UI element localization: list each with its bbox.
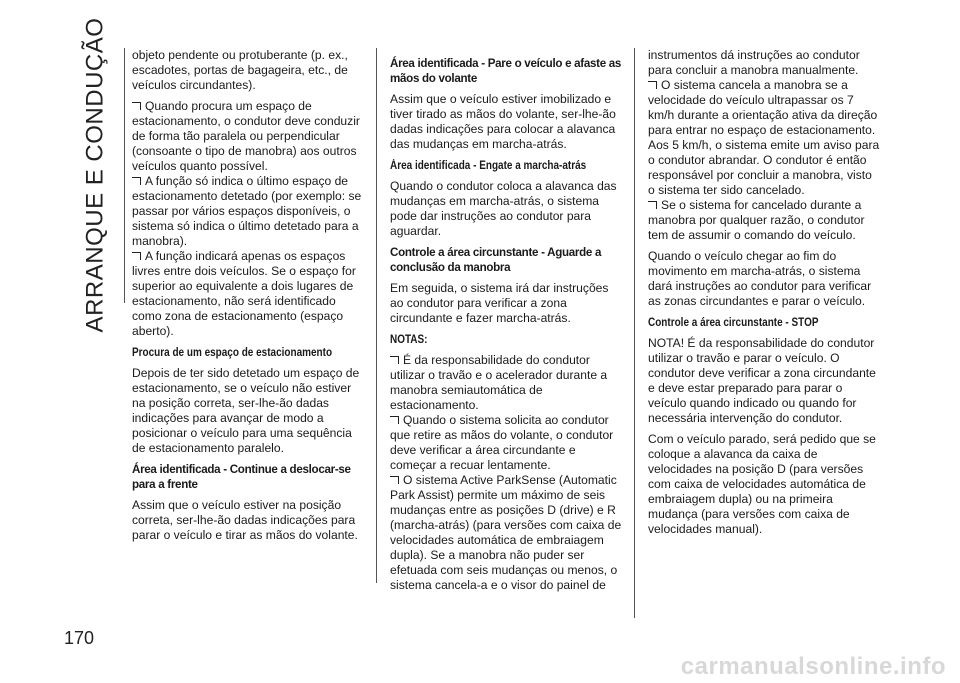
paragraph: Depois de ter sido detetado um espaço de estacionamento, se o veículo não estiver na posição correta, ser-lhe-ão dadas indicações para avançar de modo a posicionar o veículo para uma sequência de estacionamento paralelo. — [132, 366, 360, 455]
paragraph: Quando o condutor coloca a alavanca das mudanças em marcha-atrás, o sistema pode dar instruções ao condutor para aguardar. — [390, 179, 617, 238]
paragraph: Com o veículo parado, será pedido que se coloque a alavanca da caixa de velocidades na posição D (para versões com caixa de velocidades automática de embraiagem dupla) ou na primeira mudança (para versões com caixa de velocidades manual). — [648, 432, 876, 536]
section-title-text: ARRANQUE E CONDUÇÃO — [81, 17, 108, 333]
column-divider-1 — [124, 48, 125, 303]
bullet-item: O sistema Active ParkSense (Automatic Park Assist) permite um máximo de seis mudanças entre as posições D (drive) e R (marcha-atrás) (para versões com caixa de velocidades automática de embraiagem dupla). Se a manobra não puder ser efetuada com seis mudanças ou menos, o sistema cancela-a e o visor do painel de — [390, 473, 622, 592]
bullet-item: Quando procura um espaço de estacionamento, o condutor deve conduzir de forma tão paralela ou perpendicular (consoante o tipo de manobra) aos outros veículos quanto possível. — [132, 99, 360, 173]
column-divider-2 — [376, 48, 377, 583]
bullet-item: Se o sistema for cancelado durante a manobra por qualquer razão, o condutor tem de assumir o comando do veículo. — [648, 198, 865, 242]
bullet-item: Quando o sistema solicita ao condutor que retire as mãos do volante, o condutor deve verificar a área circundante e começar a recuar lentamente. — [390, 413, 614, 472]
bullet-icon — [390, 416, 399, 424]
text-column-2 — [390, 48, 622, 593]
paragraph: NOTA! É da responsabilidade do condutor utilizar o travão e parar o veículo. O condutor deve verificar a zona circundante e deve estar preparado para parar o veículo quando indicado ou quando for necessária intervenção do condutor. — [648, 336, 876, 425]
text-column-3 — [648, 48, 880, 543]
bullet-icon — [648, 201, 657, 209]
paragraph: instrumentos dá instruções ao condutor para concluir a manobra manualmente. — [648, 48, 860, 77]
bullet-icon — [132, 252, 141, 260]
paragraph: Em seguida, o sistema irá dar instruções ao condutor para verificar a zona circundante e fazer marcha-atrás. — [390, 281, 609, 325]
section-title-vertical — [78, 17, 112, 333]
notes-heading: NOTAS: — [390, 333, 428, 346]
section-heading: Área identificada - Pare o veículo e afaste as mãos do volante — [390, 57, 622, 85]
section-heading: Área identificada - Engate a marcha-atrás — [390, 159, 587, 172]
section-heading: Procura de um espaço de estacionamento — [132, 346, 333, 359]
bullet-item: O sistema cancela a manobra se a velocidade do veículo ultrapassar os 7 km/h durante a orientação ativa da direção para entrar no espaço de estacionamento. Aos 5 km/h, o sistema emite um aviso para o condutor abrandar. O condutor é então responsável por concluir a manobra, visto o sistema ter sido cancelado. — [648, 78, 880, 197]
bullet-icon — [132, 102, 141, 110]
column-divider-3 — [634, 48, 635, 618]
bullet-icon — [390, 476, 399, 484]
section-heading: Controle a área circunstante - Aguarde a conclusão da manobra — [390, 246, 602, 274]
paragraph: objeto pendente ou protuberante (p. ex., escadotes, portas de bagageira, etc., de veículos circundantes). — [132, 48, 348, 92]
bullet-item: A função só indica o último espaço de estacionamento detetado (por exemplo: se passar por vários espaços disponíveis, o sistema só indica o último detetado para a manobra). — [132, 174, 362, 248]
bullet-item: É da responsabilidade do condutor utilizar o travão e o acelerador durante a manobra semiautomática de estacionamento. — [390, 353, 608, 412]
section-heading: Área identificada - Continue a deslocar-se para a frente — [132, 463, 351, 491]
bullet-icon — [648, 81, 657, 89]
paragraph: Quando o veículo chegar ao fim do movimento em marcha-atrás, o sistema dará instruções ao condutor para verificar as zonas circundantes e parar o veículo. — [648, 249, 872, 308]
page-number: 170 — [64, 628, 95, 648]
paragraph: Assim que o veículo estiver na posição correta, ser-lhe-ão dadas indicações para parar o veículo e tirar as mãos do volante. — [132, 498, 358, 542]
bullet-icon — [132, 177, 141, 185]
bullet-item: A função indicará apenas os espaços livres entre dois veículos. Se o espaço for superior ao equivalente a dois lugares de estacionamento, não será identificado como zona de estacionamento (espaço aberto). — [132, 249, 356, 338]
watermark-logo: carmanualsonline.info — [680, 653, 946, 680]
bullet-icon — [390, 356, 399, 364]
section-heading: Controle a área circunstante - STOP — [648, 316, 819, 329]
text-column-1 — [132, 48, 364, 549]
paragraph: Assim que o veículo estiver imobilizado e tiver tirado as mãos do volante, ser-lhe-ão dadas indicações para colocar a alavanca das mudanças em marcha-atrás. — [390, 92, 616, 151]
